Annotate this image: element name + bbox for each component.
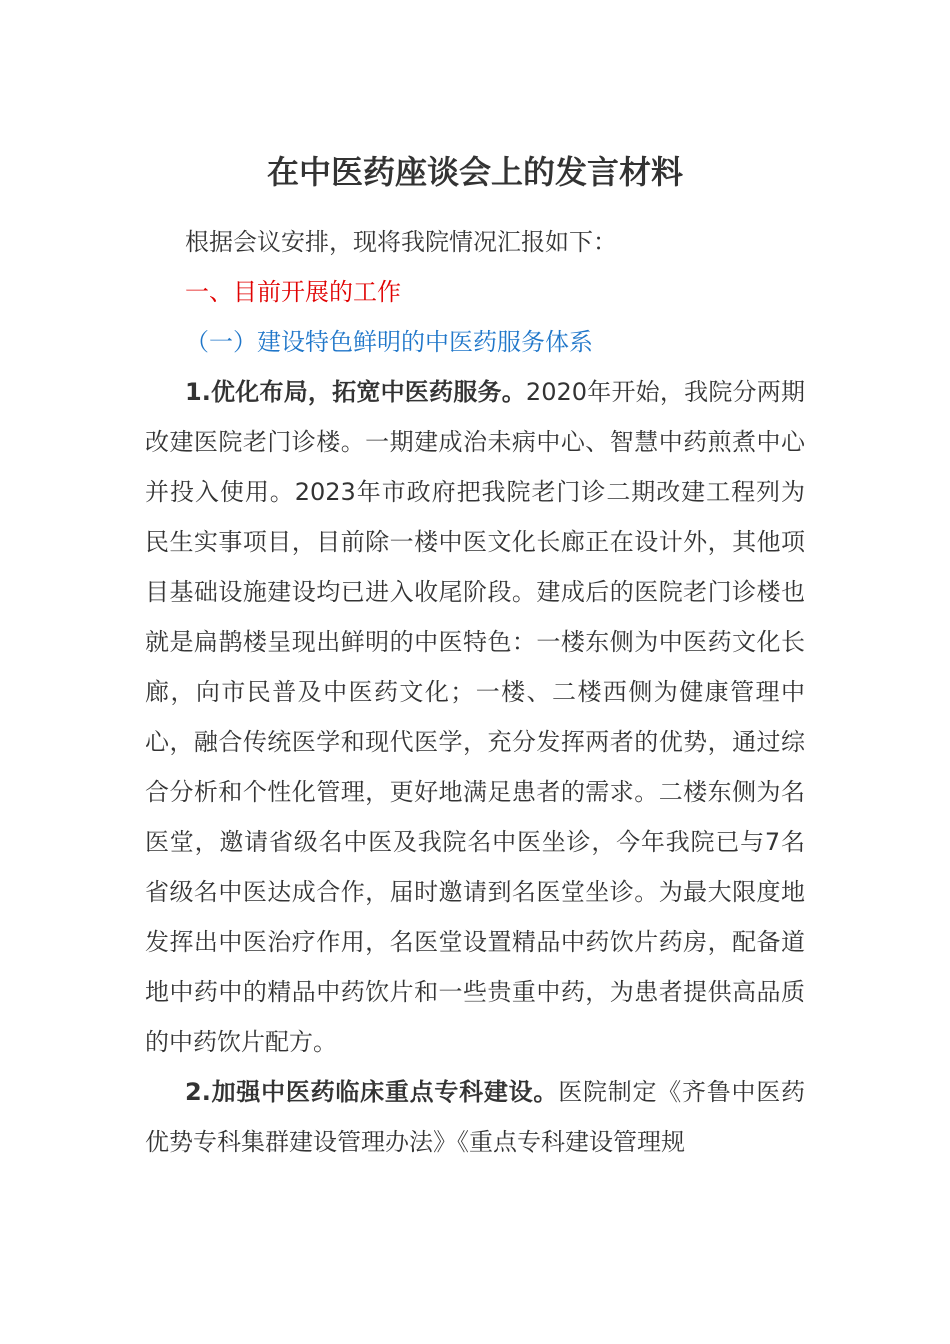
item-1-paragraph <box>145 367 805 1067</box>
subsection-heading: （一）建设特色鲜明的中医药服务体系 <box>185 328 593 356</box>
item-2-lead: 2.加强中医药临床重点专科建设。 <box>185 1078 559 1106</box>
item-2-body: 医院制定《齐鲁中医药优势专科集群建设管理办法》《重点专科建设管理规 <box>145 1078 806 1156</box>
intro-paragraph: 根据会议安排，现将我院情况汇报如下： <box>185 228 617 256</box>
item-2-paragraph <box>145 1067 805 1167</box>
document-body <box>145 217 805 1167</box>
document-title: 在中医药座谈会上的发言材料 <box>266 153 683 191</box>
item-1-lead: 1.优化布局，拓宽中医药服务。 <box>185 378 526 406</box>
item-1-body: 2020年开始，我院分两期改建医院老门诊楼。一期建成治未病中心、智慧中药煎煮中心并投入使用。2023年市政府把我院老门诊二期改建工程列为民生实事项目，目前除一楼中医文化长廊正在设计外，其他项目基础设施建设均已进入收尾阶段。建成后的医院老门诊楼也就是扁鹊楼呈现出鲜明的中医特色：一楼东侧为中医药文化长廊，向市民普及中医药文化；一楼、二楼西侧为健康管理中心，融合传统医学和现代医学，充分发挥两者的优势，通过综合分析和个性化管理，更好地满足患者的需求。二楼东侧为名医堂，邀请省级名中医及我院名中医坐诊，今年我院已与7名省级名中医达成合作，届时邀请到名医堂坐诊。为最大限度地发挥出中医治疗作用，名医堂设置精品中药饮片药房，配备道地中药中的精品中药饮片和一些贵重中药，为患者提供高品质的中药饮片配方。 <box>145 378 805 1056</box>
section-heading: 一、目前开展的工作 <box>185 278 401 306</box>
